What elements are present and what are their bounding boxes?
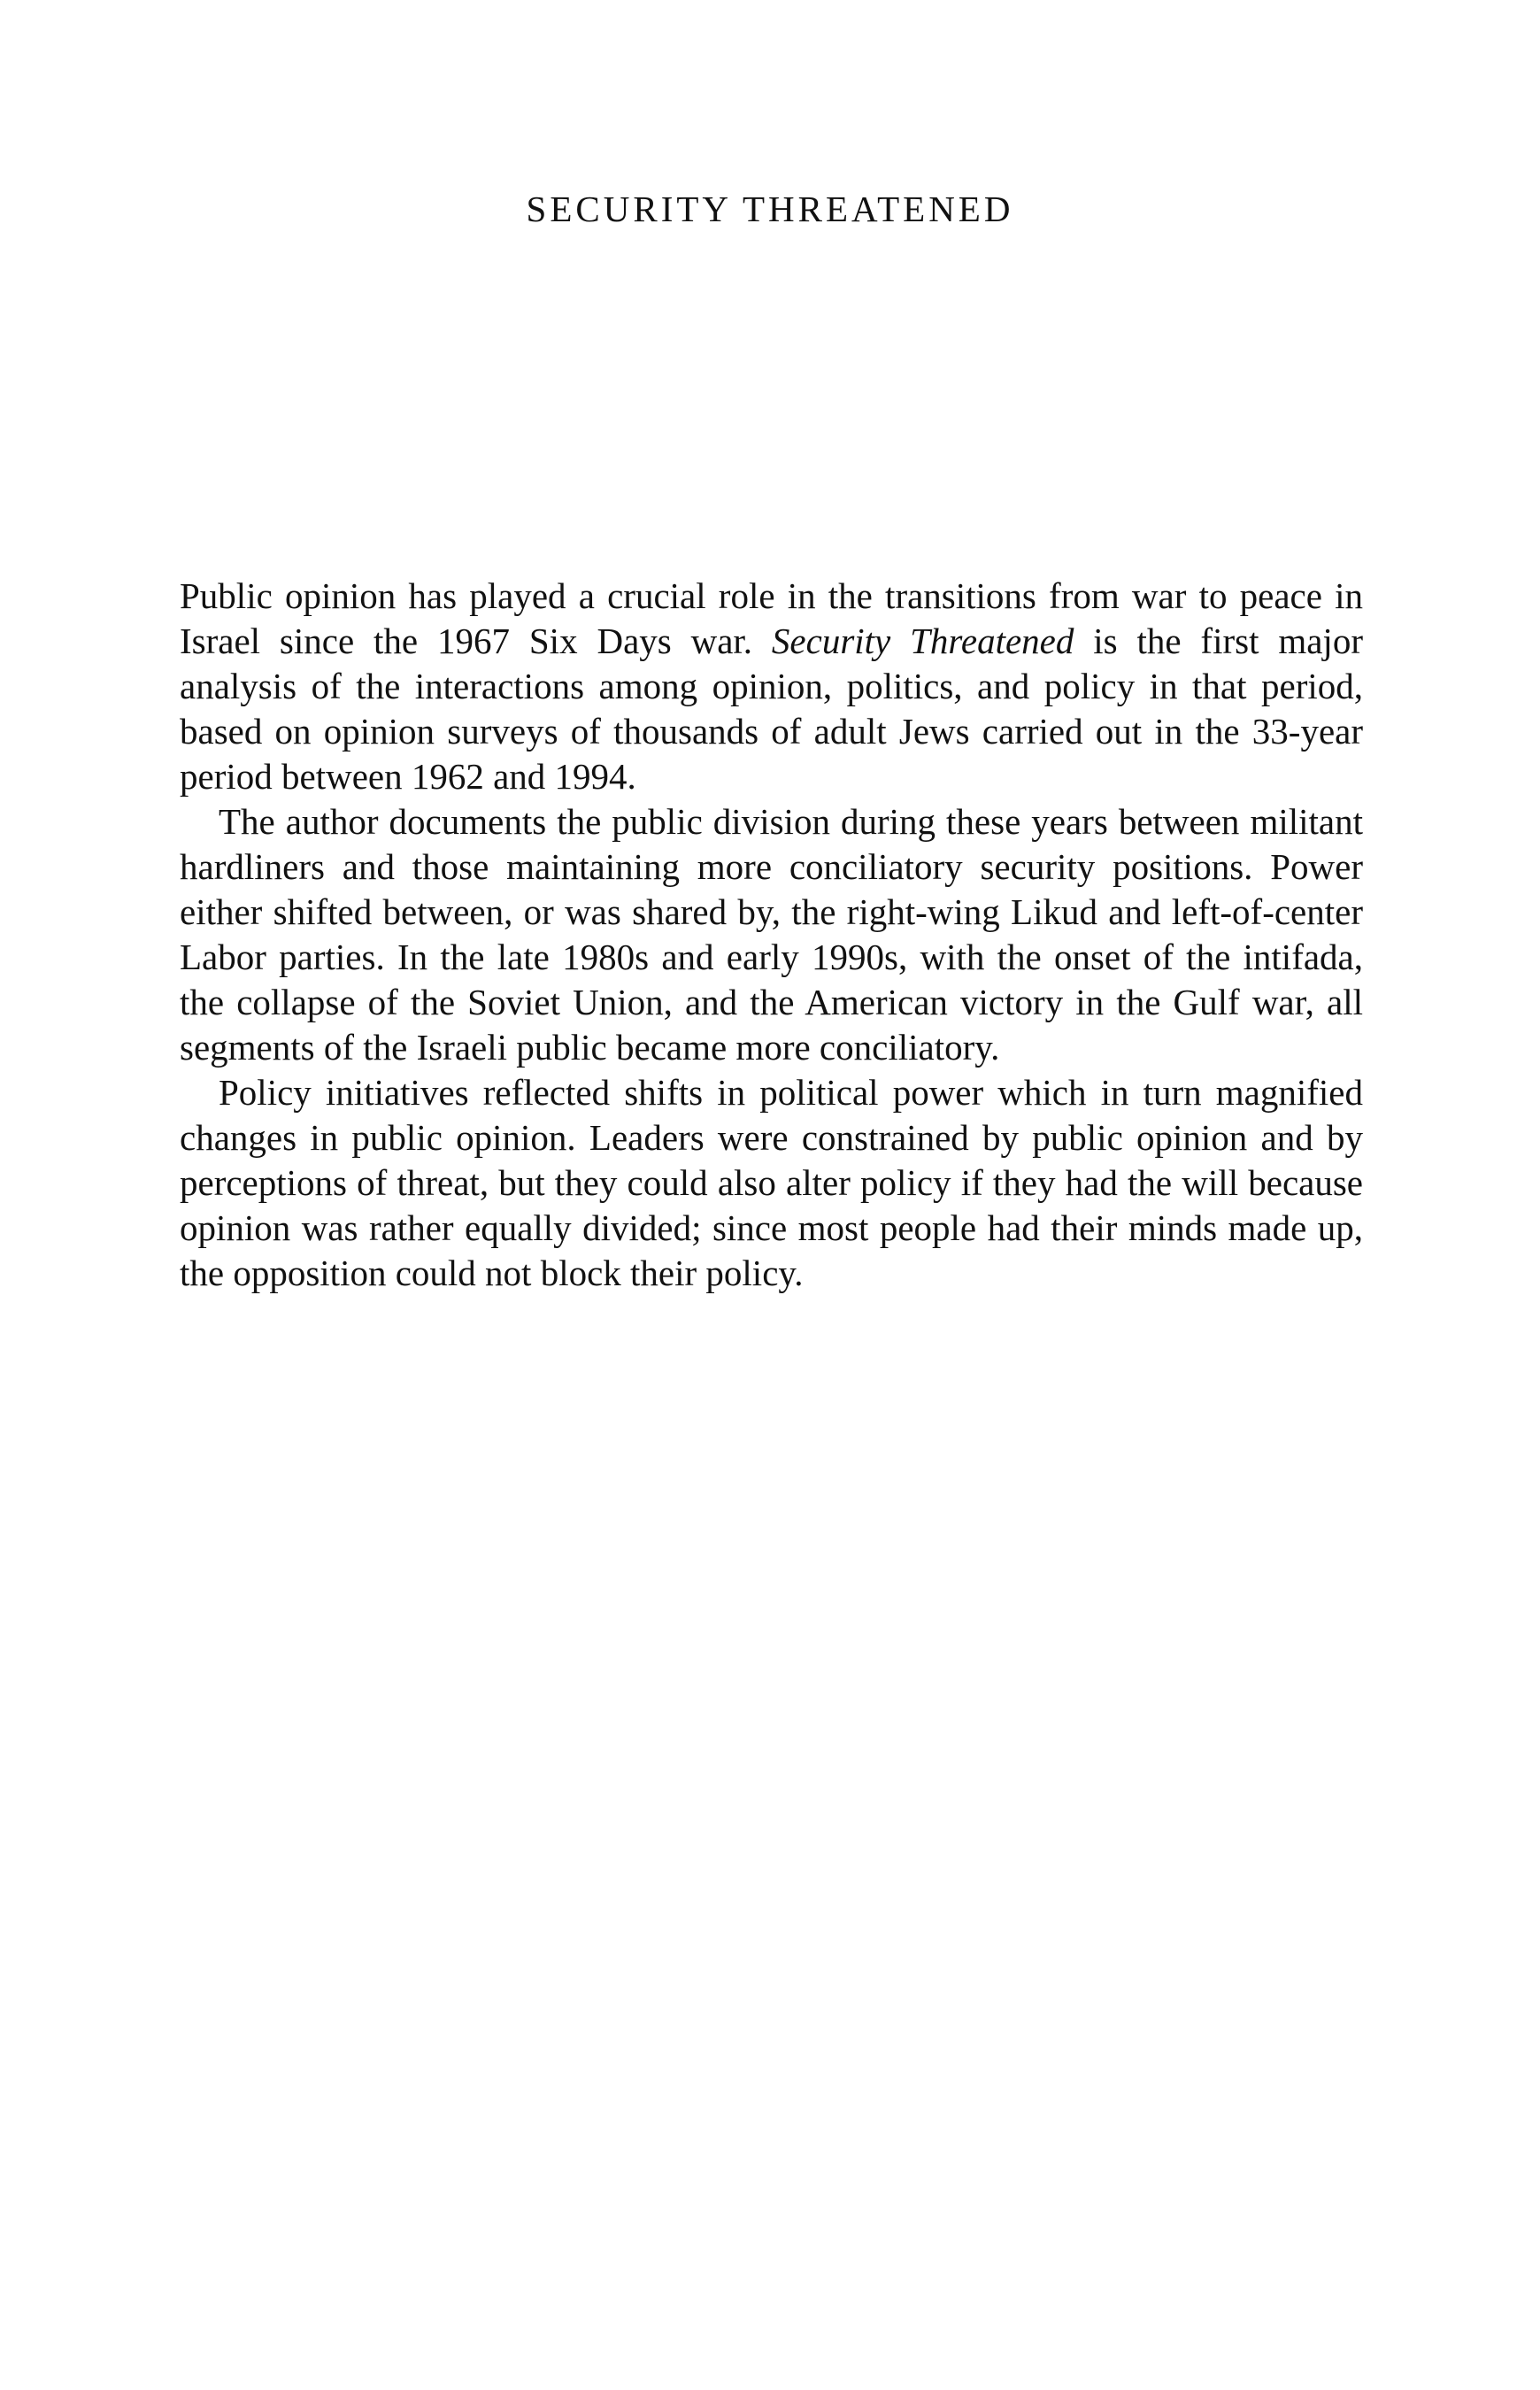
page-title: SECURITY THREATENED xyxy=(526,189,1014,229)
paragraph-3: Policy initiatives reflected shifts in political power which in turn magnified changes in public opinion. Leaders were constrained by public opinion and by perceptions of threat, but they could also alter policy if they had the will because opinion was rather equally divided; since most people had their minds made up, the opposition could not block their policy. xyxy=(180,1072,1363,1293)
paragraph-1 xyxy=(180,574,1363,799)
paragraph-1-text-end: is the first major analysis of the interactions among opinion, politics, and policy in that period, based on opinion surveys of thousands of adult Jews carried out in the 33-year period between 1962 and 1994. xyxy=(180,621,1363,797)
paragraph-1-text-start: Public opinion has played a crucial role in the transitions from war to peace in Israel since the 1967 Six Days war. xyxy=(180,575,1363,661)
book-description xyxy=(180,574,1363,1296)
book-title-italic: Security Threatened xyxy=(771,621,1074,661)
paragraph-2: The author documents the public division during these years between militant hardliners and those maintaining more conciliatory security positions. Power either shifted between, or was shared by, the right-wing Likud and left-of-center Labor parties. In the late 1980s and early 1990s, with the onset of the intifada, the collapse of the Soviet Union, and the American victory in the Gulf war, all segments of the Israeli public became more conciliatory. xyxy=(180,801,1363,1068)
